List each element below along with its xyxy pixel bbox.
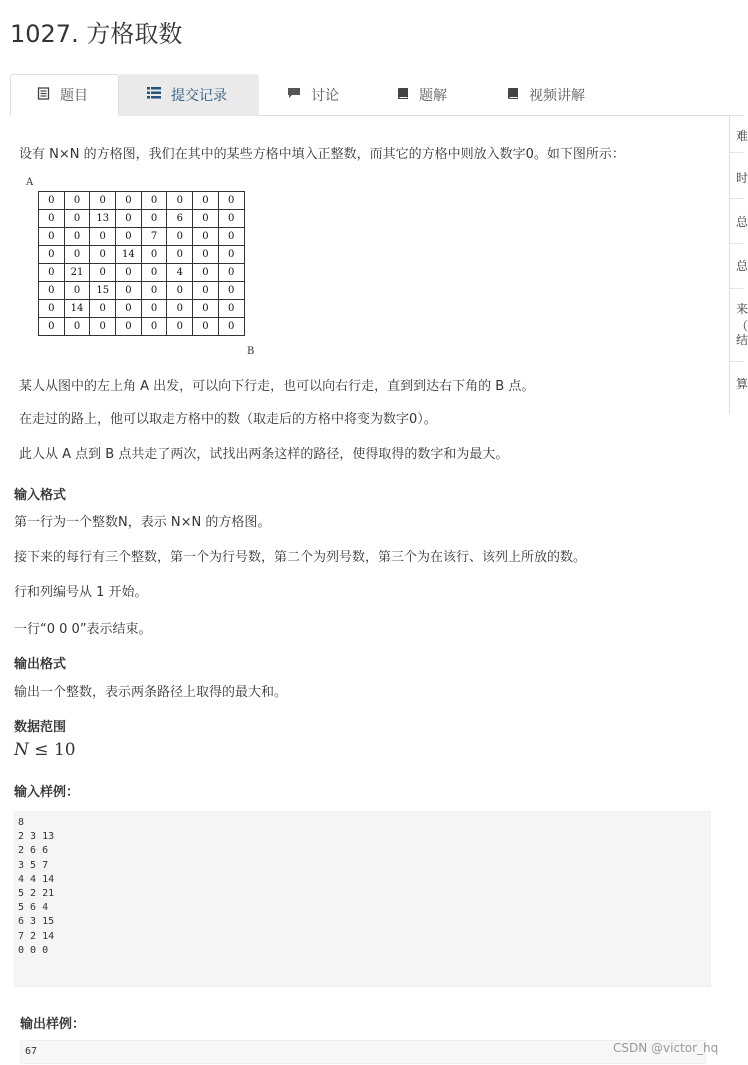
document-icon <box>37 87 50 104</box>
grid-cell: 0 <box>90 246 116 264</box>
grid-cell: 7 <box>141 228 167 246</box>
grid-cell: 0 <box>64 318 90 336</box>
grid-cell: 0 <box>193 300 219 318</box>
grid-label-b: B <box>247 346 255 357</box>
tab-problem[interactable] <box>10 74 119 116</box>
grid-cell: 13 <box>90 210 116 228</box>
grid-cell: 0 <box>90 300 116 318</box>
tab-discuss-label: 讨论 <box>311 88 339 104</box>
page-title: 1027. 方格取数 <box>10 20 183 48</box>
grid-cell: 0 <box>116 228 142 246</box>
grid-cell: 0 <box>116 192 142 210</box>
grid-cell: 0 <box>39 264 65 282</box>
grid-row <box>39 210 245 228</box>
grid-cell: 0 <box>64 192 90 210</box>
formula-op: ≤ <box>34 740 49 760</box>
grid-row <box>39 228 245 246</box>
grid-cell: 0 <box>64 282 90 300</box>
grid-cell: 0 <box>39 228 65 246</box>
sample-input-block[interactable] <box>14 811 711 987</box>
grid-cell: 0 <box>218 192 244 210</box>
grid-cell: 0 <box>39 192 65 210</box>
tab-solution-label: 题解 <box>419 88 447 104</box>
sample-input-text: 8 2 3 13 2 6 6 3 5 7 4 4 14 5 2 21 5 6 4 6 3 15 7 2 14 0 0 0 <box>18 817 55 956</box>
book-icon <box>397 87 409 104</box>
grid-cell: 0 <box>39 246 65 264</box>
grid-row <box>39 282 245 300</box>
grid-cell: 0 <box>193 318 219 336</box>
sample-input-heading: 输入样例： <box>14 785 80 800</box>
info-sidebar <box>729 116 748 414</box>
grid-cell: 0 <box>116 282 142 300</box>
grid-cell: 0 <box>141 246 167 264</box>
list-icon <box>147 87 161 103</box>
grid-cell: 0 <box>193 282 219 300</box>
grid-cell: 21 <box>64 264 90 282</box>
video-icon <box>507 87 519 104</box>
grid-cell: 0 <box>167 318 193 336</box>
grid-cell: 0 <box>64 228 90 246</box>
tab-problem-label: 题目 <box>60 88 88 104</box>
grid-cell: 0 <box>90 192 116 210</box>
data-range-heading: 数据范围 <box>14 720 67 735</box>
grid-cell: 0 <box>64 210 90 228</box>
grid-cell: 0 <box>90 318 116 336</box>
input-format-heading: 输入格式 <box>14 488 67 503</box>
grid-label-a: A <box>26 177 34 188</box>
tab-records[interactable] <box>119 74 259 116</box>
grid-row <box>39 264 245 282</box>
input-format-line: 一行“0 0 0”表示结束。 <box>14 622 152 637</box>
grid-cell: 0 <box>141 300 167 318</box>
grid-cell: 0 <box>167 228 193 246</box>
sidebar-row: 总 <box>736 215 748 229</box>
input-format-line: 行和列编号从 1 开始。 <box>14 585 148 600</box>
grid-cell: 0 <box>90 228 116 246</box>
grid-cell: 0 <box>193 264 219 282</box>
grid-cell: 0 <box>167 246 193 264</box>
grid-cell: 0 <box>141 264 167 282</box>
grid-cell: 0 <box>193 246 219 264</box>
grid-cell: 0 <box>193 210 219 228</box>
grid-cell: 0 <box>218 300 244 318</box>
grid-cell: 0 <box>218 246 244 264</box>
tab-solution[interactable] <box>397 74 447 116</box>
grid-cell: 0 <box>218 264 244 282</box>
grid-cell: 4 <box>167 264 193 282</box>
problem-desc-3: 此人从 A 点到 B 点共走了两次，试找出两条这样的路径，使得取得的数字和为最大。 <box>19 447 509 462</box>
grid-cell: 0 <box>141 282 167 300</box>
grid-cell: 0 <box>116 210 142 228</box>
grid-cell: 14 <box>116 246 142 264</box>
tab-records-label: 提交记录 <box>171 88 227 104</box>
tab-video[interactable] <box>507 74 585 116</box>
number-grid <box>38 191 245 336</box>
output-format-heading: 输出格式 <box>14 657 67 672</box>
grid-cell: 15 <box>90 282 116 300</box>
tab-discuss[interactable] <box>287 74 339 116</box>
grid-row <box>39 192 245 210</box>
sample-output-block[interactable] <box>20 1040 706 1064</box>
grid-cell: 0 <box>167 282 193 300</box>
sidebar-row: 时 <box>736 171 748 185</box>
grid-cell: 0 <box>39 318 65 336</box>
grid-cell: 0 <box>64 246 90 264</box>
grid-cell: 0 <box>193 228 219 246</box>
grid-cell: 0 <box>39 300 65 318</box>
grid-cell: 0 <box>141 318 167 336</box>
grid-cell: 0 <box>141 192 167 210</box>
formula-var: N <box>14 740 29 760</box>
problem-intro: 设有 N×N 的方格图，我们在其中的某些方格中填入正整数，而其它的方格中则放入数字0。如下图所示： <box>19 147 625 162</box>
grid-cell: 0 <box>218 318 244 336</box>
grid-cell: 0 <box>193 192 219 210</box>
grid-cell: 0 <box>116 300 142 318</box>
grid-cell: 0 <box>218 228 244 246</box>
data-range-formula <box>14 740 76 760</box>
sidebar-row: 难 <box>736 129 748 143</box>
tab-bar <box>10 74 743 116</box>
grid-cell: 14 <box>64 300 90 318</box>
grid-cell: 0 <box>116 318 142 336</box>
sidebar-row: 总 <box>736 259 748 273</box>
grid-cell: 0 <box>218 210 244 228</box>
input-format-line: 第一行为一个整数N，表示 N×N 的方格图。 <box>14 515 271 530</box>
grid-row <box>39 318 245 336</box>
problem-desc-1: 某人从图中的左上角 A 出发，可以向下行走，也可以向右行走，直到到达右下角的 B 点。 <box>19 379 535 394</box>
problem-desc-2: 在走过的路上，他可以取走方格中的数（取走后的方格中将变为数字0）。 <box>19 412 437 427</box>
comment-icon <box>287 87 301 103</box>
formula-val: 10 <box>53 740 76 760</box>
grid-cell: 0 <box>218 282 244 300</box>
watermark: CSDN @victor_hq <box>613 1041 719 1055</box>
grid-cell: 0 <box>39 282 65 300</box>
grid-row <box>39 246 245 264</box>
grid-cell: 0 <box>167 192 193 210</box>
sidebar-row: 结 <box>736 333 748 347</box>
sample-output-heading: 输出样例： <box>20 1017 86 1032</box>
sidebar-row: 算 <box>736 377 748 391</box>
grid-cell: 0 <box>39 210 65 228</box>
grid-row <box>39 300 245 318</box>
grid-cell: 6 <box>167 210 193 228</box>
sample-output-text: 67 <box>25 1046 38 1057</box>
sidebar-row: （ <box>736 319 748 333</box>
input-format-line: 接下来的每行有三个整数，第一个为行号数，第二个为列号数，第三个为在该行、该列上所放的数。 <box>14 550 587 565</box>
sidebar-row: 来 <box>736 302 748 316</box>
output-format-line: 输出一个整数，表示两条路径上取得的最大和。 <box>14 685 288 700</box>
grid-cell: 0 <box>116 264 142 282</box>
grid-cell: 0 <box>90 264 116 282</box>
grid-cell: 0 <box>141 210 167 228</box>
grid-cell: 0 <box>167 300 193 318</box>
tab-video-label: 视频讲解 <box>529 88 585 104</box>
